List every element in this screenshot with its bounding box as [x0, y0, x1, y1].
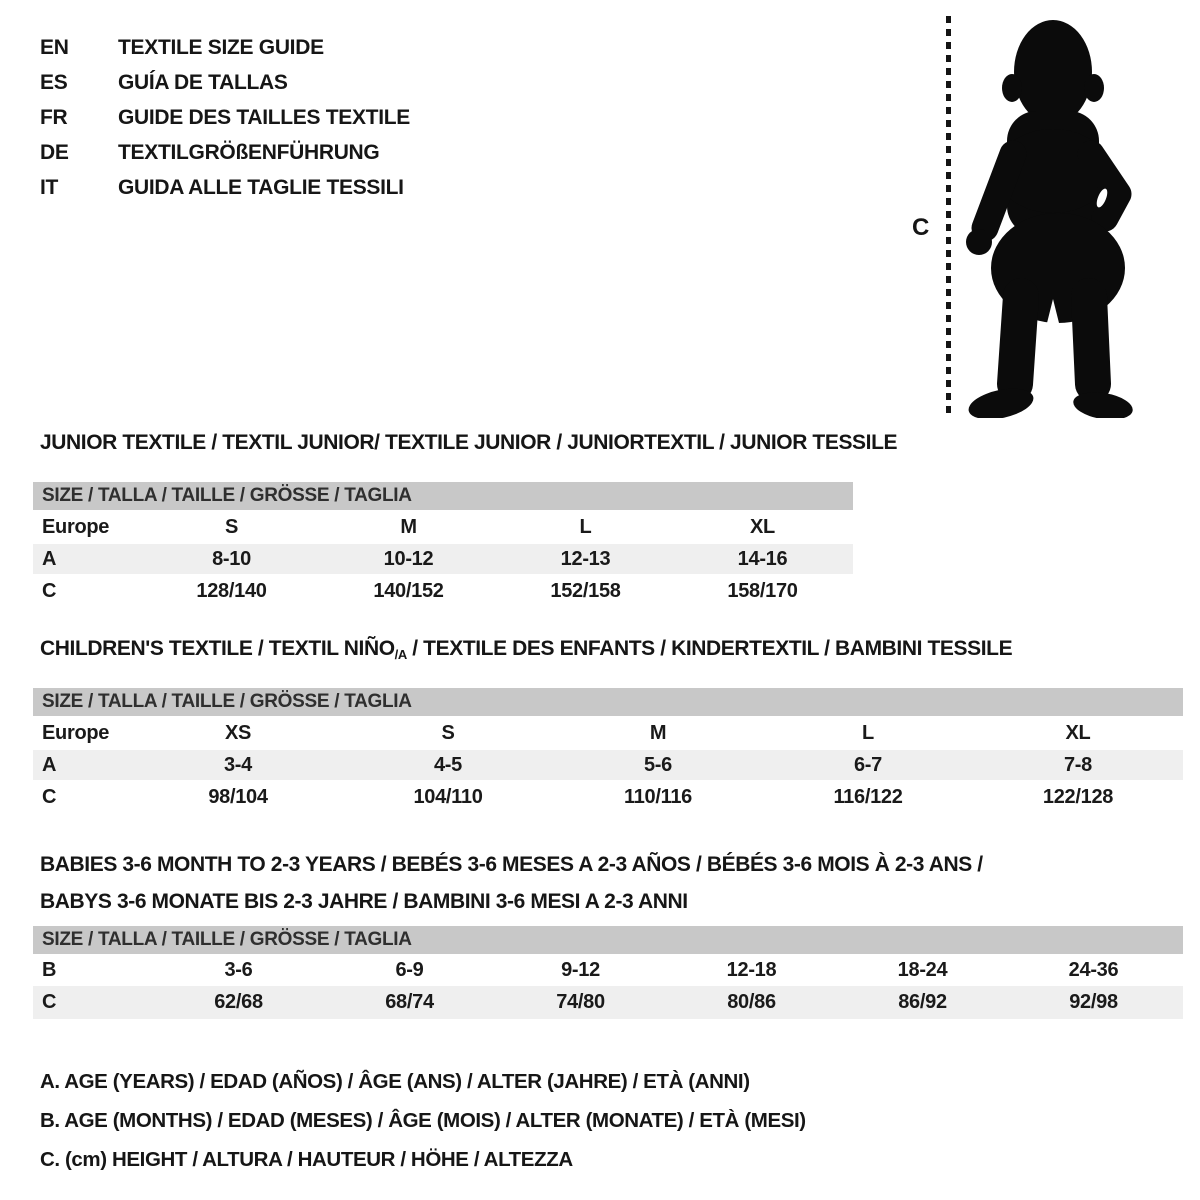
size-cell: S: [441, 721, 455, 744]
size-cell: L: [579, 515, 592, 538]
toddler-silhouette-icon: [963, 16, 1138, 418]
size-cell: 104/110: [413, 785, 483, 808]
language-label: GUIDE DES TAILLES TEXTILE: [118, 105, 410, 129]
size-cell: 24-36: [1068, 958, 1119, 981]
size-cell: 158/170: [727, 579, 798, 602]
size-cell: 10-12: [383, 547, 434, 570]
size-cell: 68/74: [385, 991, 434, 1013]
table-row-europe: [33, 716, 1183, 750]
language-row: [40, 65, 410, 100]
table-row-b: [33, 954, 1183, 986]
size-cell: M: [400, 515, 417, 538]
babies-title-line2: BABYS 3-6 MONATE BIS 2-3 JAHRE / BAMBINI 3-6 MESI A 2-3 ANNI: [40, 890, 688, 913]
language-code: ES: [40, 70, 68, 94]
babies-title-line1: BABIES 3-6 MONTH TO 2-3 YEARS / BEBÉS 3-6 MESES A 2-3 AÑOS / BÉBÉS 3-6 MOIS À 2-3 ANS /: [40, 853, 983, 876]
size-cell: 80/86: [727, 991, 776, 1013]
size-cell: 7-8: [1063, 753, 1092, 776]
language-label: TEXTILGRÖßENFÜHRUNG: [118, 140, 380, 164]
language-code: DE: [40, 140, 69, 164]
language-row: [40, 30, 410, 65]
size-cell: 122/128: [1042, 785, 1114, 808]
language-title-block: [40, 30, 410, 205]
size-cell: 4-5: [433, 753, 462, 776]
legend-block: [40, 1062, 806, 1179]
language-label: TEXTILE SIZE GUIDE: [118, 35, 324, 59]
size-cell: L: [862, 721, 874, 744]
language-code: EN: [40, 35, 69, 59]
babies-section-title: [40, 846, 983, 920]
size-cell: XL: [750, 515, 775, 538]
measure-label-c: C: [912, 214, 930, 241]
language-label: GUÍA DE TALLAS: [118, 70, 288, 94]
size-cell: 12-13: [560, 547, 611, 570]
legend-line-c: C. (cm) HEIGHT / ALTURA / HAUTEUR / HÖHE / ALTEZZA: [40, 1148, 573, 1171]
row-label: A: [42, 753, 57, 776]
junior-size-table: [33, 482, 853, 608]
table-row-europe: [33, 510, 853, 544]
height-measure-dotted-line: [946, 16, 951, 416]
size-cell: 6-7: [853, 753, 882, 776]
legend-line-a: A. AGE (YEARS) / EDAD (AÑOS) / ÂGE (ANS) / ALTER (JAHRE) / ETÀ (ANNI): [40, 1070, 750, 1093]
size-cell: 18-24: [897, 958, 948, 981]
table-row-c: [33, 986, 1183, 1019]
size-cell: 92/98: [1069, 991, 1118, 1013]
size-cell: 9-12: [561, 958, 600, 981]
language-code: IT: [40, 175, 59, 199]
row-label: C: [42, 579, 57, 602]
table-row-c: [33, 780, 1183, 814]
size-header-bar: SIZE / TALLA / TAILLE / GRÖSSE / TAGLIA: [33, 926, 1183, 954]
children-title-part1: CHILDREN'S TEXTILE / TEXTIL NIÑO: [40, 637, 395, 660]
size-cell: XS: [224, 721, 252, 744]
children-section-title: [40, 637, 1012, 662]
size-header-bar: SIZE / TALLA / TAILLE / GRÖSSE / TAGLIA: [33, 688, 1183, 716]
language-row: [40, 100, 410, 135]
row-label: C: [42, 991, 57, 1013]
row-label: Europe: [42, 515, 110, 538]
language-label: GUIDA ALLE TAGLIE TESSILI: [118, 175, 404, 199]
language-row: [40, 135, 410, 170]
size-cell: 62/68: [214, 991, 263, 1013]
size-cell: 12-18: [726, 958, 777, 981]
table-row-c: [33, 574, 853, 608]
legend-line-b: B. AGE (MONTHS) / EDAD (MESES) / ÂGE (MOIS) / ALTER (MONATE) / ETÀ (MESI): [40, 1109, 806, 1132]
nino-a-subscript: /A: [394, 647, 407, 662]
size-cell: 14-16: [737, 547, 788, 570]
row-label: Europe: [42, 721, 110, 744]
size-cell: S: [224, 515, 239, 538]
junior-section-title: JUNIOR TEXTILE / TEXTIL JUNIOR/ TEXTILE JUNIOR / JUNIORTEXTIL / JUNIOR TESSILE: [40, 431, 898, 454]
table-row-a: [33, 544, 853, 574]
size-cell: XL: [1065, 721, 1091, 744]
children-title-part2: / TEXTILE DES ENFANTS / KINDERTEXTIL / BAMBINI TESSILE: [406, 637, 1013, 660]
size-cell: 152/158: [550, 579, 621, 602]
size-cell: 8-10: [212, 547, 251, 570]
language-row: [40, 170, 410, 205]
size-cell: 74/80: [556, 991, 605, 1013]
language-code: FR: [40, 105, 68, 129]
size-cell: M: [649, 721, 667, 744]
size-cell: 110/116: [624, 785, 692, 808]
size-cell: 128/140: [196, 579, 267, 602]
table-row-a: [33, 750, 1183, 780]
row-label: B: [42, 958, 57, 981]
size-cell: 5-6: [643, 753, 672, 776]
size-cell: 3-4: [223, 753, 252, 776]
size-cell: 98/104: [208, 785, 268, 808]
size-cell: 6-9: [395, 958, 424, 981]
size-cell: 3-6: [224, 958, 253, 981]
size-header-bar: SIZE / TALLA / TAILLE / GRÖSSE / TAGLIA: [33, 482, 853, 510]
babies-size-table: [33, 926, 1183, 1019]
row-label: A: [42, 547, 57, 570]
children-size-table: [33, 688, 1183, 814]
size-cell: 116/122: [833, 785, 903, 808]
size-cell: 140/152: [373, 579, 444, 602]
size-cell: 86/92: [898, 991, 947, 1013]
row-label: C: [42, 785, 57, 808]
